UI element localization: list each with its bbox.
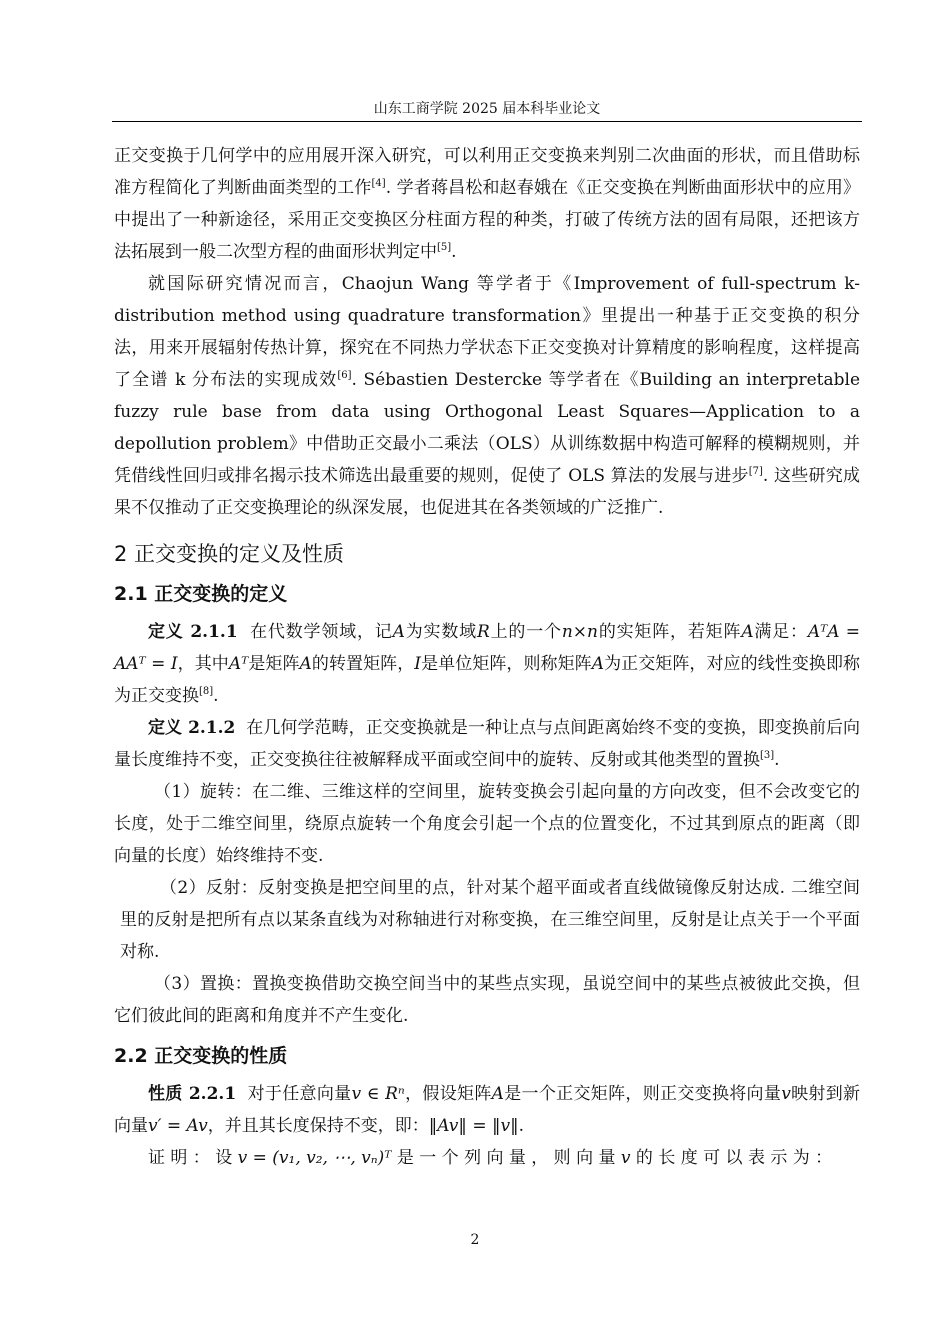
- citation: [7]: [748, 466, 763, 477]
- citation: [6]: [337, 370, 352, 381]
- definition-2-1-1: 定义 2.1.1 在代数学领域，记A为实数域R上的一个n×n的实矩阵，若矩阵A满足：AᵀA = AAᵀ = I，其中Aᵀ是矩阵A的转置矩阵，I是单位矩阵，则称矩阵A为正交矩阵，对应的线性变换即称为正交变换[8].: [114, 622, 861, 706]
- paragraph-2: 就国际研究情况而言，Chaojun Wang 等学者于《Improvement of full-spectrum k-distribution method using quadrature transformation》里提出一种基于正交变换的积分法，用来开展辐射传热计算，探究在不同热力学状态下正交变换对计算精度的影响程度，这样提高了全谱 k 分布法的实现成效[6]. Sébastien Destercke 等学者在《Building an interpretable fuzzy rule base from data using Orthogonal Least Squares—Application to a depollution problem》中借助正交最小二乘法（OLS）从训练数据中构造可解释的模糊规则，并凭借线性回归或排名揭示技术筛选出最重要的规则，促使了 OLS 算法的发展与进步[7]. 这些研究成果不仅推动了正交变换理论的纵深发展，也促进其在各类领域的广泛推广.: [114, 274, 861, 518]
- equation-norm: ‖Av‖ = ‖v‖: [428, 1116, 519, 1136]
- definition-2-1-2: 定义 2.1.2 在几何学范畴，正交变换就是一种让点与点间距离始终不变的变换，即变换前后向量长度维持不变，正交变换往往被解释成平面或空间中的旋转、反射或其他类型的置换[3].: [114, 718, 860, 770]
- property-2-2-1: 性质 2.2.1 对于任意向量v ∈ Rⁿ，假设矩阵A是一个正交矩阵，则正交变换将向量v映射到新向量v′ = Av，并且其长度保持不变，即：‖Av‖ = ‖v‖.: [114, 1084, 861, 1136]
- list-item-reflection: （2）反射：反射变换是把空间里的点，针对某个超平面或者直线做镜像反射达成. 二维空间里的反射是把所有点以某条直线为对称轴进行对称变换，在三维空间里，反射是让点关于一个平面对称.: [120, 878, 860, 962]
- proof-start: 证 明 ： 设 v = (v₁, v₂, ⋯, vₙ)ᵀ 是 一 个 列 向 量 ， 则 向 量 v 的 长 度 可 以 表 示 为 ：: [148, 1148, 833, 1168]
- page-number: 2: [470, 1232, 480, 1248]
- citation: [4]: [371, 178, 386, 189]
- header-rule: [112, 121, 862, 122]
- citation: [8]: [199, 686, 214, 697]
- section-heading-2-2: 2.2 正交变换的性质: [114, 1045, 288, 1067]
- citation: [3]: [760, 750, 775, 761]
- section-heading-2: 2 正交变换的定义及性质: [114, 542, 345, 566]
- section-heading-2-1: 2.1 正交变换的定义: [114, 583, 288, 605]
- page-body: [114, 140, 860, 1174]
- running-header: 山东工商学院 2025 届本科毕业论文: [373, 101, 601, 117]
- paragraph-1: 正交变换于几何学中的应用展开深入研究，可以利用正交变换来判别二次曲面的形状，而且借助标准方程简化了判断曲面类型的工作[4]. 学者蒋昌松和赵春娥在《正交变换在判断曲面形状中的应用》中提出了一种新途径，采用正交变换区分柱面方程的种类，打破了传统方法的固有局限，还把该方法拓展到一般二次型方程的曲面形状判定中[5].: [114, 146, 861, 262]
- equation-orthogonal: AᵀA = AAᵀ = I: [114, 622, 860, 674]
- list-item-permutation: （3）置换：置换变换借助交换空间当中的某些点实现，虽说空间中的某些点被彼此交换，但它们彼此间的距离和角度并不产生变化.: [114, 974, 860, 1026]
- list-item-rotation: （1）旋转：在二维、三维这样的空间里，旋转变换会引起向量的方向改变，但不会改变它的长度，处于二维空间里，绕原点旋转一个角度会引起一个点的位置变化，不过其到原点的距离（即向量的长度）始终维持不变.: [114, 782, 860, 866]
- citation: [5]: [437, 242, 452, 253]
